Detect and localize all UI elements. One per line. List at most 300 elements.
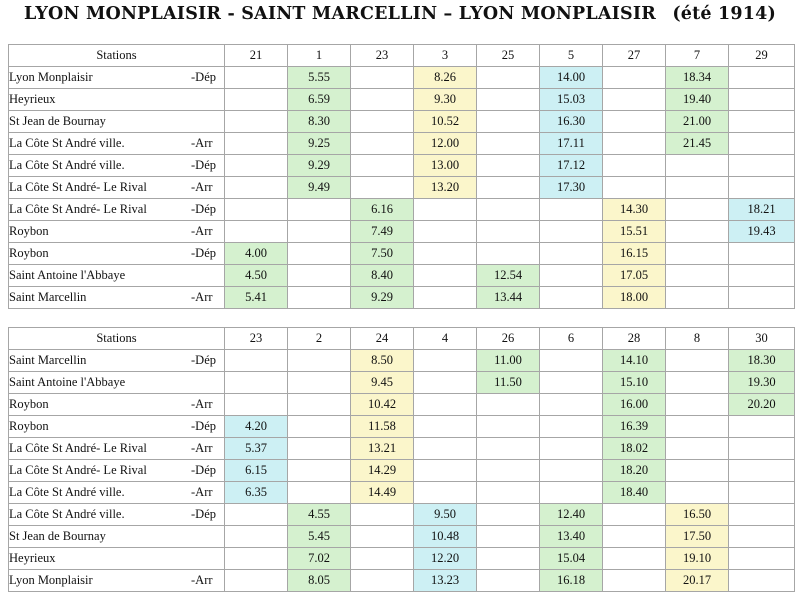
time-cell <box>666 482 729 504</box>
time-cell: 7.49 <box>351 221 414 243</box>
time-cell: 4.55 <box>288 504 351 526</box>
time-cell <box>603 526 666 548</box>
table-row <box>9 394 795 416</box>
station-cell <box>9 155 225 177</box>
time-cell <box>540 438 603 460</box>
time-cell: 9.49 <box>288 177 351 199</box>
time-cell <box>225 221 288 243</box>
time-cell <box>225 89 288 111</box>
time-cell: 6.35 <box>225 482 288 504</box>
time-cell <box>603 155 666 177</box>
station-name: Saint Antoine l'Abbaye <box>9 375 126 389</box>
station-name: St Jean de Bournay <box>9 529 106 543</box>
time-cell: 5.45 <box>288 526 351 548</box>
time-cell <box>729 89 795 111</box>
time-cell <box>288 394 351 416</box>
train-number-header: 23 <box>351 45 414 67</box>
time-cell: 14.29 <box>351 460 414 482</box>
time-cell <box>603 133 666 155</box>
time-cell: 18.30 <box>729 350 795 372</box>
table-row <box>9 155 795 177</box>
table-row <box>9 416 795 438</box>
time-cell <box>414 460 477 482</box>
time-cell: 13.44 <box>477 287 540 309</box>
time-cell <box>477 221 540 243</box>
route-title: LYON MONPLAISIR - SAINT MARCELLIN – LYON MONPLAISIR <box>23 4 657 24</box>
arrival-departure-marker: -Arr <box>191 441 213 455</box>
train-number-header: 21 <box>225 45 288 67</box>
time-cell <box>225 350 288 372</box>
time-cell: 18.40 <box>603 482 666 504</box>
time-cell: 9.25 <box>288 133 351 155</box>
arrival-departure-marker: -Arr <box>191 224 213 238</box>
time-cell <box>351 526 414 548</box>
time-cell <box>225 133 288 155</box>
time-cell <box>414 265 477 287</box>
time-cell <box>288 350 351 372</box>
time-cell <box>225 67 288 89</box>
time-cell: 19.40 <box>666 89 729 111</box>
time-cell: 9.29 <box>288 155 351 177</box>
time-cell: 8.50 <box>351 350 414 372</box>
time-cell <box>666 243 729 265</box>
time-cell <box>729 287 795 309</box>
time-cell: 18.20 <box>603 460 666 482</box>
time-cell <box>414 372 477 394</box>
time-cell <box>288 221 351 243</box>
time-cell <box>477 548 540 570</box>
time-cell <box>225 504 288 526</box>
station-cell <box>9 548 225 570</box>
time-cell <box>540 460 603 482</box>
train-number-header: 26 <box>477 328 540 350</box>
time-cell: 6.15 <box>225 460 288 482</box>
station-name: La Côte St André- Le Rival <box>9 180 147 194</box>
station-cell <box>9 482 225 504</box>
time-cell: 4.00 <box>225 243 288 265</box>
time-cell <box>288 265 351 287</box>
time-cell <box>225 111 288 133</box>
time-cell <box>477 438 540 460</box>
time-cell: 15.10 <box>603 372 666 394</box>
train-number-header: 29 <box>729 45 795 67</box>
time-cell <box>225 372 288 394</box>
time-cell <box>729 460 795 482</box>
time-cell: 13.40 <box>540 526 603 548</box>
train-number-header: 1 <box>288 45 351 67</box>
station-cell <box>9 265 225 287</box>
time-cell <box>288 372 351 394</box>
station-name: Roybon <box>9 224 49 238</box>
station-cell <box>9 199 225 221</box>
station-name: La Côte St André ville. <box>9 136 125 150</box>
train-number-header: 5 <box>540 45 603 67</box>
time-cell: 8.40 <box>351 265 414 287</box>
time-cell <box>666 155 729 177</box>
timetable-return <box>8 327 795 592</box>
time-cell <box>603 111 666 133</box>
time-cell: 11.50 <box>477 372 540 394</box>
train-number-header: 3 <box>414 45 477 67</box>
arrival-departure-marker: -Dép <box>191 202 216 216</box>
train-number-header: 30 <box>729 328 795 350</box>
time-cell: 14.49 <box>351 482 414 504</box>
time-cell <box>666 394 729 416</box>
time-cell <box>351 570 414 592</box>
time-cell <box>540 372 603 394</box>
station-name: La Côte St André- Le Rival <box>9 441 147 455</box>
time-cell: 20.17 <box>666 570 729 592</box>
time-cell: 15.04 <box>540 548 603 570</box>
station-cell <box>9 438 225 460</box>
time-cell <box>540 199 603 221</box>
time-cell: 11.00 <box>477 350 540 372</box>
time-cell <box>729 482 795 504</box>
time-cell: 9.50 <box>414 504 477 526</box>
time-cell <box>477 243 540 265</box>
time-cell: 15.03 <box>540 89 603 111</box>
station-cell <box>9 287 225 309</box>
time-cell <box>729 438 795 460</box>
time-cell: 16.50 <box>666 504 729 526</box>
station-cell <box>9 504 225 526</box>
time-cell <box>666 287 729 309</box>
stations-header: Stations <box>9 328 225 350</box>
time-cell <box>603 504 666 526</box>
time-cell <box>351 155 414 177</box>
table-row <box>9 243 795 265</box>
table-row <box>9 460 795 482</box>
time-cell: 19.30 <box>729 372 795 394</box>
time-cell: 4.20 <box>225 416 288 438</box>
station-name: Saint Antoine l'Abbaye <box>9 268 126 282</box>
time-cell: 19.10 <box>666 548 729 570</box>
time-cell <box>351 67 414 89</box>
station-name: St Jean de Bournay <box>9 114 106 128</box>
station-cell <box>9 177 225 199</box>
table-row <box>9 482 795 504</box>
time-cell <box>603 89 666 111</box>
time-cell: 8.26 <box>414 67 477 89</box>
time-cell <box>477 111 540 133</box>
time-cell <box>351 504 414 526</box>
time-cell: 9.29 <box>351 287 414 309</box>
station-cell <box>9 133 225 155</box>
time-cell: 17.05 <box>603 265 666 287</box>
time-cell: 16.00 <box>603 394 666 416</box>
time-cell: 14.10 <box>603 350 666 372</box>
station-name: Roybon <box>9 397 49 411</box>
train-number-header: 7 <box>666 45 729 67</box>
station-name: Heyrieux <box>9 551 56 565</box>
time-cell <box>414 199 477 221</box>
time-cell: 7.02 <box>288 548 351 570</box>
time-cell <box>477 460 540 482</box>
arrival-departure-marker: -Dép <box>191 463 216 477</box>
table-row <box>9 548 795 570</box>
station-cell <box>9 372 225 394</box>
time-cell: 9.30 <box>414 89 477 111</box>
time-cell <box>225 177 288 199</box>
time-cell <box>225 155 288 177</box>
time-cell: 7.50 <box>351 243 414 265</box>
time-cell: 18.00 <box>603 287 666 309</box>
time-cell: 15.51 <box>603 221 666 243</box>
time-cell <box>477 199 540 221</box>
time-cell <box>225 548 288 570</box>
time-cell <box>729 548 795 570</box>
season-label: (été 1914) <box>672 4 777 24</box>
time-cell: 5.55 <box>288 67 351 89</box>
time-cell <box>477 133 540 155</box>
time-cell: 13.20 <box>414 177 477 199</box>
station-name: Roybon <box>9 419 49 433</box>
station-name: Lyon Monplaisir <box>9 573 93 587</box>
station-name: La Côte St André- Le Rival <box>9 463 147 477</box>
time-cell: 13.00 <box>414 155 477 177</box>
time-cell <box>729 133 795 155</box>
time-cell <box>666 177 729 199</box>
time-cell <box>351 177 414 199</box>
time-cell <box>540 221 603 243</box>
table-row <box>9 111 795 133</box>
time-cell <box>540 350 603 372</box>
time-cell: 13.23 <box>414 570 477 592</box>
train-number-header: 25 <box>477 45 540 67</box>
time-cell <box>729 243 795 265</box>
time-cell: 12.20 <box>414 548 477 570</box>
time-cell <box>288 460 351 482</box>
arrival-departure-marker: -Dép <box>191 507 216 521</box>
time-cell: 8.05 <box>288 570 351 592</box>
header-row <box>9 328 795 350</box>
time-cell <box>666 438 729 460</box>
station-cell <box>9 67 225 89</box>
arrival-departure-marker: -Arr <box>191 397 213 411</box>
time-cell <box>729 504 795 526</box>
station-name: Roybon <box>9 246 49 260</box>
time-cell <box>477 482 540 504</box>
table-row <box>9 265 795 287</box>
time-cell <box>729 67 795 89</box>
time-cell <box>729 155 795 177</box>
stations-header: Stations <box>9 45 225 67</box>
train-number-header: 28 <box>603 328 666 350</box>
time-cell: 12.40 <box>540 504 603 526</box>
train-number-header: 2 <box>288 328 351 350</box>
time-cell <box>351 548 414 570</box>
table-row <box>9 438 795 460</box>
time-cell <box>414 438 477 460</box>
table-row <box>9 221 795 243</box>
time-cell <box>666 372 729 394</box>
time-cell: 21.45 <box>666 133 729 155</box>
time-cell <box>288 438 351 460</box>
time-cell <box>477 416 540 438</box>
time-cell: 16.30 <box>540 111 603 133</box>
time-cell: 18.02 <box>603 438 666 460</box>
table-row <box>9 287 795 309</box>
time-cell <box>477 67 540 89</box>
table-row <box>9 350 795 372</box>
time-cell <box>414 243 477 265</box>
time-cell <box>666 265 729 287</box>
timetable-outbound <box>8 44 795 309</box>
time-cell <box>603 177 666 199</box>
time-cell <box>351 133 414 155</box>
station-name: La Côte St André ville. <box>9 507 125 521</box>
time-cell <box>603 570 666 592</box>
station-cell <box>9 460 225 482</box>
time-cell: 16.39 <box>603 416 666 438</box>
time-cell <box>477 394 540 416</box>
time-cell: 8.30 <box>288 111 351 133</box>
station-cell <box>9 243 225 265</box>
time-cell: 6.16 <box>351 199 414 221</box>
time-cell: 18.34 <box>666 67 729 89</box>
time-cell <box>729 570 795 592</box>
time-cell <box>729 265 795 287</box>
arrival-departure-marker: -Dép <box>191 158 216 172</box>
time-cell <box>351 89 414 111</box>
table-row <box>9 67 795 89</box>
time-cell: 19.43 <box>729 221 795 243</box>
time-cell: 14.30 <box>603 199 666 221</box>
time-cell <box>288 243 351 265</box>
time-cell <box>729 111 795 133</box>
page-title <box>0 4 800 24</box>
station-name: La Côte St André ville. <box>9 485 125 499</box>
time-cell <box>666 199 729 221</box>
station-cell <box>9 394 225 416</box>
station-cell <box>9 111 225 133</box>
time-cell: 16.15 <box>603 243 666 265</box>
time-cell <box>414 350 477 372</box>
time-cell: 12.00 <box>414 133 477 155</box>
time-cell: 9.45 <box>351 372 414 394</box>
arrival-departure-marker: -Arr <box>191 290 213 304</box>
time-cell: 5.41 <box>225 287 288 309</box>
train-number-header: 24 <box>351 328 414 350</box>
time-cell <box>414 394 477 416</box>
time-cell <box>414 482 477 504</box>
time-cell: 16.18 <box>540 570 603 592</box>
station-cell <box>9 350 225 372</box>
header-row <box>9 45 795 67</box>
station-cell <box>9 526 225 548</box>
station-cell <box>9 416 225 438</box>
time-cell: 17.12 <box>540 155 603 177</box>
arrival-departure-marker: -Dép <box>191 70 216 84</box>
arrival-departure-marker: -Dép <box>191 419 216 433</box>
time-cell: 10.52 <box>414 111 477 133</box>
time-cell: 11.58 <box>351 416 414 438</box>
arrival-departure-marker: -Arr <box>191 136 213 150</box>
time-cell <box>477 504 540 526</box>
time-cell <box>351 111 414 133</box>
time-cell: 6.59 <box>288 89 351 111</box>
time-cell: 14.00 <box>540 67 603 89</box>
time-cell <box>540 243 603 265</box>
time-cell <box>288 482 351 504</box>
time-cell: 17.30 <box>540 177 603 199</box>
time-cell <box>540 287 603 309</box>
time-cell <box>477 177 540 199</box>
time-cell <box>414 221 477 243</box>
time-cell <box>477 570 540 592</box>
time-cell: 18.21 <box>729 199 795 221</box>
time-cell <box>666 416 729 438</box>
station-name: La Côte St André- Le Rival <box>9 202 147 216</box>
time-cell <box>603 548 666 570</box>
time-cell <box>666 460 729 482</box>
table-row <box>9 89 795 111</box>
time-cell <box>540 482 603 504</box>
time-cell: 13.21 <box>351 438 414 460</box>
time-cell <box>225 199 288 221</box>
table-row <box>9 372 795 394</box>
train-number-header: 4 <box>414 328 477 350</box>
station-cell <box>9 221 225 243</box>
time-cell <box>729 526 795 548</box>
arrival-departure-marker: -Arr <box>191 485 213 499</box>
station-name: Lyon Monplaisir <box>9 70 93 84</box>
arrival-departure-marker: -Dép <box>191 246 216 260</box>
time-cell <box>288 199 351 221</box>
time-cell: 12.54 <box>477 265 540 287</box>
time-cell: 10.48 <box>414 526 477 548</box>
time-cell <box>540 416 603 438</box>
table-row <box>9 133 795 155</box>
time-cell <box>414 287 477 309</box>
train-number-header: 8 <box>666 328 729 350</box>
station-name: La Côte St André ville. <box>9 158 125 172</box>
station-name: Heyrieux <box>9 92 56 106</box>
time-cell <box>225 526 288 548</box>
time-cell <box>225 570 288 592</box>
station-cell <box>9 570 225 592</box>
time-cell: 4.50 <box>225 265 288 287</box>
time-cell <box>414 416 477 438</box>
table-row <box>9 570 795 592</box>
time-cell <box>288 287 351 309</box>
time-cell <box>288 416 351 438</box>
time-cell: 20.20 <box>729 394 795 416</box>
arrival-departure-marker: -Arr <box>191 573 213 587</box>
train-number-header: 23 <box>225 328 288 350</box>
station-cell <box>9 89 225 111</box>
train-number-header: 6 <box>540 328 603 350</box>
time-cell <box>603 67 666 89</box>
time-cell <box>477 155 540 177</box>
time-cell <box>729 416 795 438</box>
time-cell <box>666 221 729 243</box>
time-cell <box>666 350 729 372</box>
station-name: Saint Marcellin <box>9 353 87 367</box>
table-row <box>9 177 795 199</box>
table-row <box>9 526 795 548</box>
time-cell <box>477 526 540 548</box>
time-cell <box>225 394 288 416</box>
time-cell: 10.42 <box>351 394 414 416</box>
arrival-departure-marker: -Arr <box>191 180 213 194</box>
time-cell <box>477 89 540 111</box>
time-cell: 17.11 <box>540 133 603 155</box>
time-cell: 21.00 <box>666 111 729 133</box>
time-cell <box>540 394 603 416</box>
time-cell <box>540 265 603 287</box>
time-cell: 17.50 <box>666 526 729 548</box>
